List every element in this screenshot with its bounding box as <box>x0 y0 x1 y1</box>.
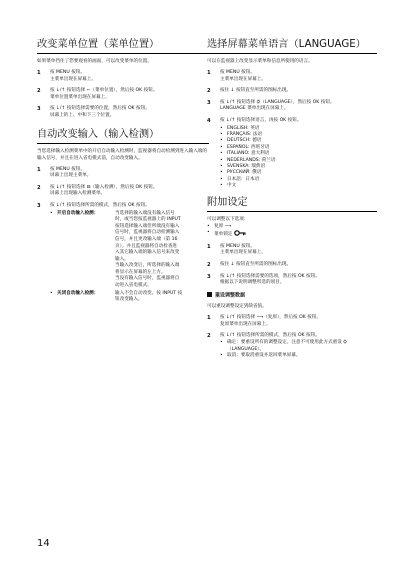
step-3: 3 按 ↓/↑ 按钮选择 ⛭（LANGUAGE），然后按 OK 按钮。 LANGUAGE 菜单出现在屏幕上。 <box>207 99 335 112</box>
list-item: • DEUTSCH: 德语 <box>220 138 377 144</box>
intro-input-sensing: 当您选择输入检测菜单中的开启自动输入检测时，监视器将自动检测到进入输入端的输入信号，并且在进入省电模式前，自动改变输入。 <box>37 148 207 161</box>
step-3: 3 按 ↓/↑ 按钮选择需要的位置，然后按 OK 按钮。 屏幕上的上、中和下三个位置。 <box>37 106 150 118</box>
option-auto-off: • 关闭自动输入检测： 输入不会自动改变。按 INPUT 按 钮改变输入。 <box>50 291 209 304</box>
step-1: 1 按 MENU 按钮。 主菜单出现在屏幕上。 <box>207 70 266 82</box>
section-title-input-sensing: 自动改变输入（输入检测） <box>37 128 160 140</box>
square-bullet-icon <box>207 292 212 297</box>
step-2: 2 按 ↓/↑ 按钮选择 ⌐（菜单位置），然后按 OK 按钮。 菜单位置菜单出现在屏幕上。 <box>37 88 158 100</box>
step-1: 1 按 MENU 按钮。 屏幕上出现主菜单。 <box>37 166 92 179</box>
step-2: 2 按住 ↓ 按钮直至所需的图标出现。 <box>207 88 292 95</box>
section-title-menu-position: 改变菜单位置（菜单位置） <box>37 39 160 50</box>
step-1: 1 按 MENU 按钮。 主菜单出现在屏幕上。 <box>207 243 266 256</box>
section-rule <box>37 53 209 54</box>
step-3: 3 按 ↓/↑ 按钮选择所需的模式，然后按 OK 按钮。 • 开启自动输入检测： 当选择的输入端没有输入信号 时，或当您按监视器上的 INPUT 按钮选择输入端但所端没有输入 信号时，监视器将自动检测输入 信号，并且更改输入端（第 16 页）。并且监视器将自动检查进 入其它输入端的输入信号来改变 输入。 当输入改变后，所选择的输入端 将显示在屏幕的左上方。 当没有输入信号时，监视器将自 动进入省电模式。 • 关闭自动输入检测： 输入不会自动改变。按 INPUT 按 钮改变输入。 <box>37 203 209 304</box>
list-item: • 菜单锁定 <box>207 230 377 239</box>
option-auto-on: • 开启自动输入检测： 当选择的输入端没有输入信号 时，或当您按监视器上的 INPUT 按钮选择输入端但所端没有输入 信号时，监视器将自动检测输入 信号，并且更改输入端（第 16 页）。并且监视器将自动检查进 入其它输入端的输入信号来改变 输入。 当输入改变后，所选择的输入端 将显示在屏幕的左上方。 当没有输入信号时，监视器将自 动进入省电模式。 <box>50 211 209 290</box>
list-item: • 中文 <box>220 183 377 189</box>
step-2: 2 按 ↓/↑ 按钮选择 ⊟（输入检测），然后按 OK 按钮。 屏幕上出现输入检测菜单。 <box>37 184 158 197</box>
step-3: 3 按 ↓/↑ 按钮选择需要的选项，然后按 OK 按钮。 根据以下说明调整所选的项目。 <box>207 273 320 286</box>
key-icon <box>234 230 246 236</box>
section-rule <box>207 53 377 54</box>
step-4: 4 按 ↓/↑ 按钮选择语言，再按 OK 按钮。 • ENGLISH: 英语 • FRANÇAIS: 法语 • DEUTSCH: 德语 • ESPAÑOL: 西班牙语 • ITALIANO: 意大利语 • NEDERLANDS: 荷兰语 • SVENSKA: 瑞典语 • РУССКИЙ: 俄语 • 日本語：日本语 • 中文 <box>207 118 377 190</box>
list-item: • 复原 ⟶ <box>207 224 377 231</box>
list-item: • РУССКИЙ: 俄语 <box>220 170 377 176</box>
page-number: 14 <box>37 538 50 549</box>
list-item: • 确定：要重设所有的调整设定。注意不可使用此方式重设 ⛭（LANGUAGE）。 <box>220 340 377 353</box>
step-1: 1 按 ↓/↑ 按钮选择 ⟶（复原），然后按 OK 按钮。 复原菜单出现在屏幕上。 <box>207 315 321 327</box>
language-list <box>220 126 377 190</box>
right-column <box>207 38 377 365</box>
intro-additional: 可以调整以下选项： <box>207 216 249 222</box>
list-item: • FRANÇAIS: 法语 <box>220 132 377 138</box>
list-item: • ESPAÑOL: 西班牙语 <box>220 145 377 151</box>
step-2: 2 按 ↓/↑ 按钮选择所需的模式，然后按 OK 按钮。 • 确定：要重设所有的调整设定。注意不可使用此方式重设 ⛭（LANGUAGE）。 • 取消：要取消重设并返回菜单屏幕。 <box>207 333 377 359</box>
intro-language: 可以在监视器上改变显示菜单和信息所使用的语言。 <box>207 59 313 64</box>
step-1: 1 按 MENU 按钮。 主菜单出现在屏幕上。 <box>37 70 96 82</box>
list-item: • 日本語：日本语 <box>220 177 377 183</box>
section-rule <box>37 143 209 144</box>
list-item: • ENGLISH: 英语 <box>220 126 377 132</box>
list-item: • ITALIANO: 意大利语 <box>220 151 377 157</box>
section-title-additional: 附加设定 <box>207 196 248 208</box>
intro-menu-position: 如果菜单挡住了您要观看的画面，可以改变菜单的位置。 <box>37 59 152 64</box>
list-item: • SVENSKA: 瑞典语 <box>220 164 377 170</box>
left-column <box>37 38 209 309</box>
subhead-reset: 重设调整数据 <box>207 292 377 300</box>
step-2: 2 按住 ↓ 按钮直至所需的图标出现。 <box>207 262 292 268</box>
list-item: • NEDERLANDS: 荷兰语 <box>220 158 377 164</box>
intro-reset: 可以重设调整设定到缺省值。 <box>207 304 267 310</box>
section-title-language: 选择屏幕菜单语言（LANGUAGE） <box>207 39 366 50</box>
list-item: • 取消：要取消重设并返回菜单屏幕。 <box>220 353 377 360</box>
additional-items <box>207 224 377 239</box>
section-rule <box>207 211 377 212</box>
